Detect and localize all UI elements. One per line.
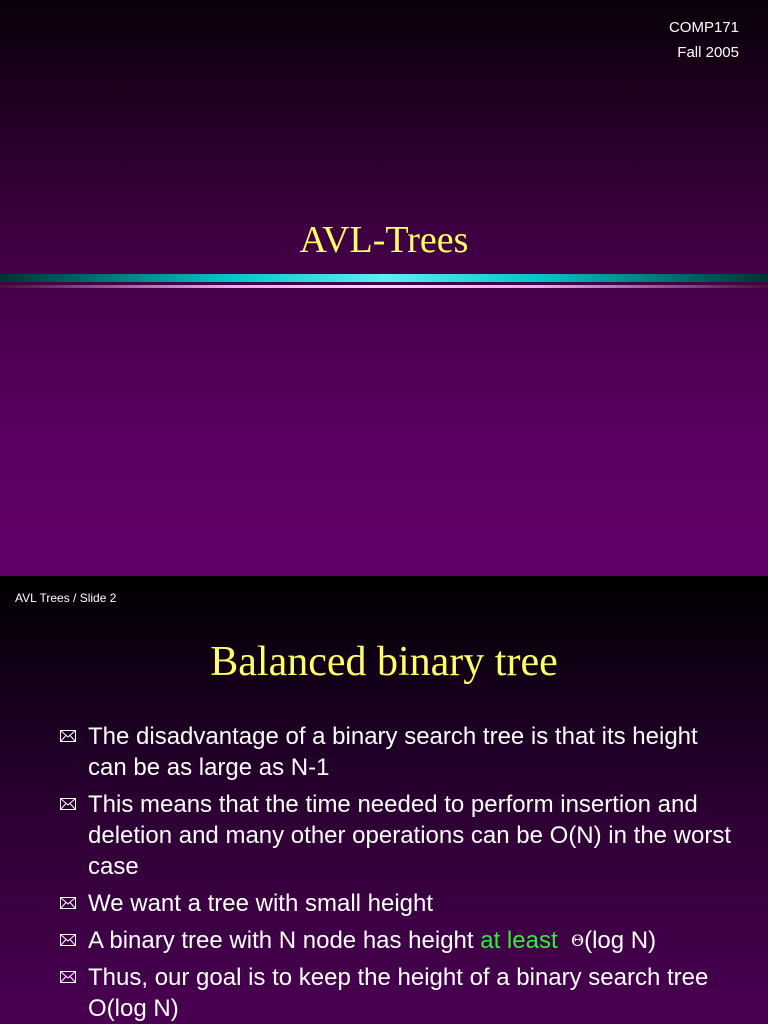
envelope-icon — [60, 934, 76, 946]
envelope-icon — [60, 897, 76, 909]
theta-symbol: Θ — [570, 931, 585, 950]
envelope-icon — [60, 730, 76, 742]
slide-footer: AVL Trees / Slide 2 — [15, 591, 117, 605]
highlight-text: at least — [480, 927, 558, 954]
course-code: COMP171 — [668, 19, 739, 36]
title-rule-teal — [0, 274, 768, 282]
bullet-text: Thus, our goal is to keep the height of a binary search tree O(log N) — [88, 964, 709, 1022]
bullet-item — [60, 925, 740, 956]
bullet-item — [60, 962, 740, 1024]
slide-title: Balanced binary tree — [210, 639, 558, 685]
bullet-text: This means that the time needed to perform insertion and deletion and many other operations can be O(N) in the worst case — [88, 791, 732, 880]
bullet-item — [60, 789, 740, 882]
bullet-item — [60, 721, 740, 783]
bullet-text: (log N) — [584, 927, 657, 954]
slide-2 — [0, 576, 768, 1024]
bullet-text: We want a tree with small height — [88, 890, 434, 917]
bullet-item — [60, 888, 740, 919]
bullet-text: A binary tree with N node has height — [88, 927, 481, 954]
envelope-icon — [60, 798, 76, 810]
bullet-list — [60, 721, 740, 1024]
bullet-text: The disadvantage of a binary search tree is that its height can be as large as N-1 — [88, 723, 698, 781]
slide-title: AVL-Trees — [299, 219, 469, 261]
envelope-icon — [60, 971, 76, 983]
course-term: Fall 2005 — [677, 44, 739, 61]
title-rule-pink — [0, 285, 768, 288]
